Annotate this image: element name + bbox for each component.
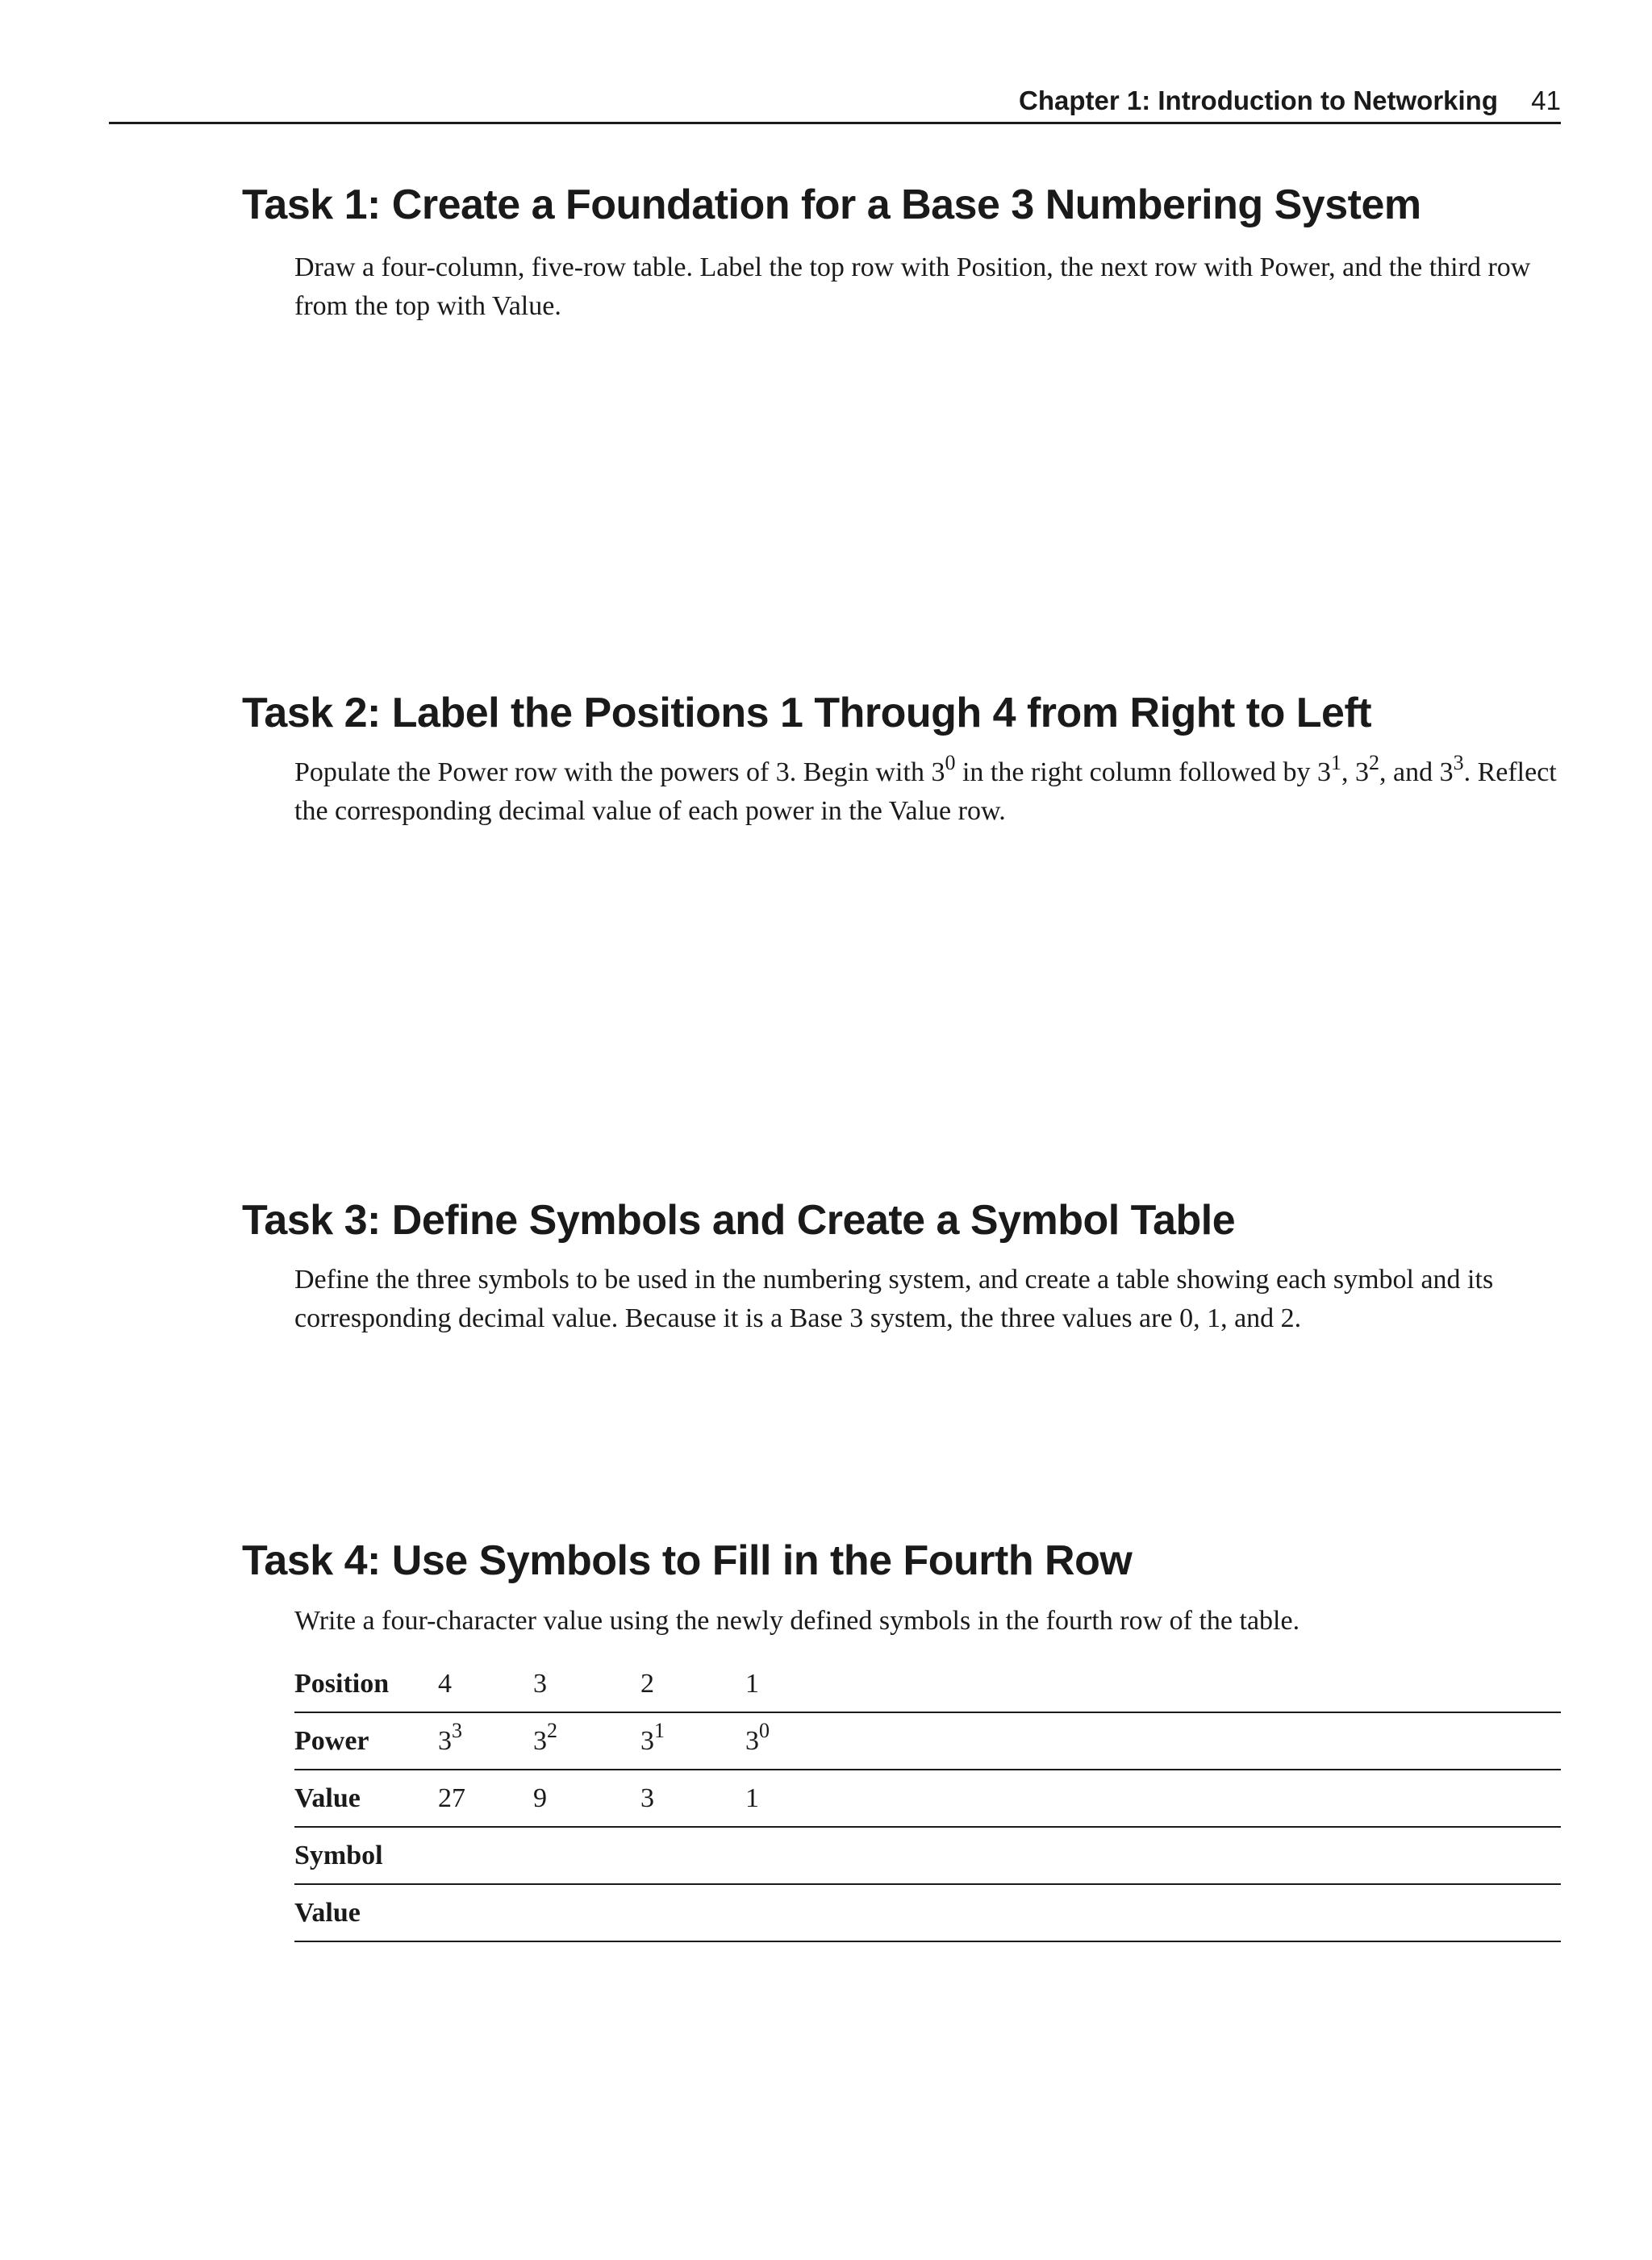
table-row-symbol [294,1827,1561,1884]
table-cell [745,1827,1561,1884]
exponent: 0 [945,750,956,774]
row-label: Value [294,1770,438,1827]
task-2-text-part: , 3 [1341,757,1369,787]
table-row-value [294,1770,1561,1827]
task-2-text-part: , and 3 [1379,757,1454,787]
table-cell: 2 [640,1656,745,1712]
exponent: 2 [547,1719,557,1743]
table-cell [438,1827,533,1884]
table-cell [640,1884,745,1941]
task-1-heading: Task 1: Create a Foundation for a Base 3 Numbering System [242,181,1421,228]
table-row-value-2 [294,1884,1561,1941]
power-base: 3 [745,1725,759,1756]
table-cell [745,1712,1561,1770]
exponent: 1 [1330,750,1341,774]
table-cell [438,1884,533,1941]
table-cell: 1 [745,1656,1561,1712]
task-2-heading: Task 2: Label the Positions 1 Through 4 from Right to Left [242,690,1372,736]
running-head [109,84,1561,124]
table-cell [640,1827,745,1884]
power-base: 3 [640,1725,654,1756]
table-cell: 1 [745,1770,1561,1827]
task-1-body: Draw a four-column, five-row table. Label the top row with Position, the next row with Power, and the third row from the top with Value. [294,252,1531,321]
table-cell [438,1712,533,1770]
exponent: 1 [654,1719,665,1743]
table-cell: 4 [438,1656,533,1712]
table-cell: 9 [533,1770,640,1827]
power-base: 3 [533,1725,547,1756]
table-row-position [294,1656,1561,1712]
table-cell [640,1712,745,1770]
row-label: Position [294,1656,438,1712]
row-label: Symbol [294,1827,438,1884]
task-4-body: Write a four-character value using the newly defined symbols in the fourth row of the table. [294,1606,1300,1636]
task-2-text-part: . Reflect the corresponding decimal value of each power in the Value row. [294,757,1557,826]
exponent: 3 [452,1719,462,1743]
table-cell [533,1884,640,1941]
task-4-heading: Task 4: Use Symbols to Fill in the Fourth Row [242,1537,1133,1584]
base3-table [294,1656,1561,1942]
power-base: 3 [438,1725,452,1756]
table-cell: 27 [438,1770,533,1827]
row-label: Value [294,1884,438,1941]
task-3-heading: Task 3: Define Symbols and Create a Symbol Table [242,1197,1236,1244]
task-2-text-part: in the right column followed by 3 [955,757,1331,787]
table-row-power [294,1712,1561,1770]
task-3-body: Define the three symbols to be used in the numbering system, and create a table showing each symbol and its corresponding decimal value. Because it is a Base 3 system, the three values are 0, 1, and 2. [294,1265,1494,1333]
row-label: Power [294,1712,438,1770]
table-cell: 3 [640,1770,745,1827]
table-cell [745,1884,1561,1941]
chapter-title: Chapter 1: Introduction to Networking [1019,85,1498,115]
table-cell [533,1712,640,1770]
table-cell [533,1827,640,1884]
task-2-body [294,750,1561,831]
page-number: 41 [1531,85,1561,115]
exponent: 2 [1368,750,1379,774]
exponent: 0 [759,1719,770,1743]
table-cell: 3 [533,1656,640,1712]
exponent: 3 [1453,750,1464,774]
task-2-text-part: Populate the Power row with the powers of 3. Begin with 3 [294,757,945,787]
